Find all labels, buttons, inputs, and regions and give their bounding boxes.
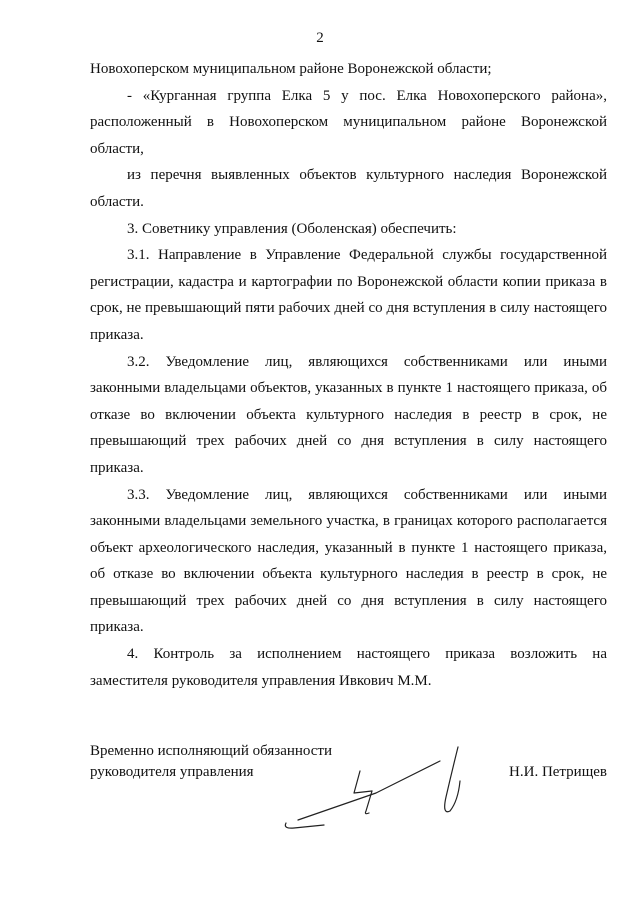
- paragraph-item-3-3: 3.3. Уведомление лиц, являющихся собственниками или иными законными владельцами земельного участка, в границах которого располагается объект археологического наследия, указанный в пункте 1 настоящего приказа, об отказе во включении объекта культурного наследия в реестр в срок, не превышающий трех рабочих дней со дня вступления в силу настоящего приказа.: [90, 486, 607, 636]
- page-number: 2: [316, 30, 324, 46]
- paragraph-item-3-1: 3.1. Направление в Управление Федеральной службы государственной регистрации, кадастра и картографии по Воронежской области копии приказа в срок, не превышающий пяти рабочих дней со дня вступления в силу настоящего приказа.: [90, 247, 607, 343]
- handwritten-signature-icon: [280, 741, 480, 851]
- document-body: [90, 56, 607, 694]
- paragraph-item-3: 3. Советнику управления (Оболенская) обеспечить:: [127, 220, 457, 237]
- paragraph-kurgan-group: - «Курганная группа Елка 5 у пос. Елка Новохоперского района», расположенный в Новохоперском муниципальном районе Воронежской области,: [90, 87, 607, 157]
- signatory-name: Н.И. Петрищев: [509, 764, 607, 780]
- paragraph-exclusion-list: из перечня выявленных объектов культурного наследия Воронежской области.: [90, 167, 607, 210]
- signature-block: [90, 741, 607, 851]
- paragraph-item-4: 4. Контроль за исполнением настоящего приказа возложить на заместителя руководителя управления Ивкович М.М.: [90, 646, 607, 689]
- paragraph-item-3-2: 3.2. Уведомление лиц, являющихся собственниками или иными законными владельцами объектов, указанных в пункте 1 настоящего приказа, об отказе во включении объекта культурного наследия в реестр в срок, не превышающий трех рабочих дней со дня вступления в силу настоящего приказа.: [90, 353, 607, 476]
- signatory-title-line1: Временно исполняющий обязанности: [90, 743, 333, 759]
- signatory-title-line2: руководителя управления: [90, 764, 254, 780]
- paragraph-district-continuation: Новохоперском муниципальном районе Воронежской области;: [90, 61, 492, 77]
